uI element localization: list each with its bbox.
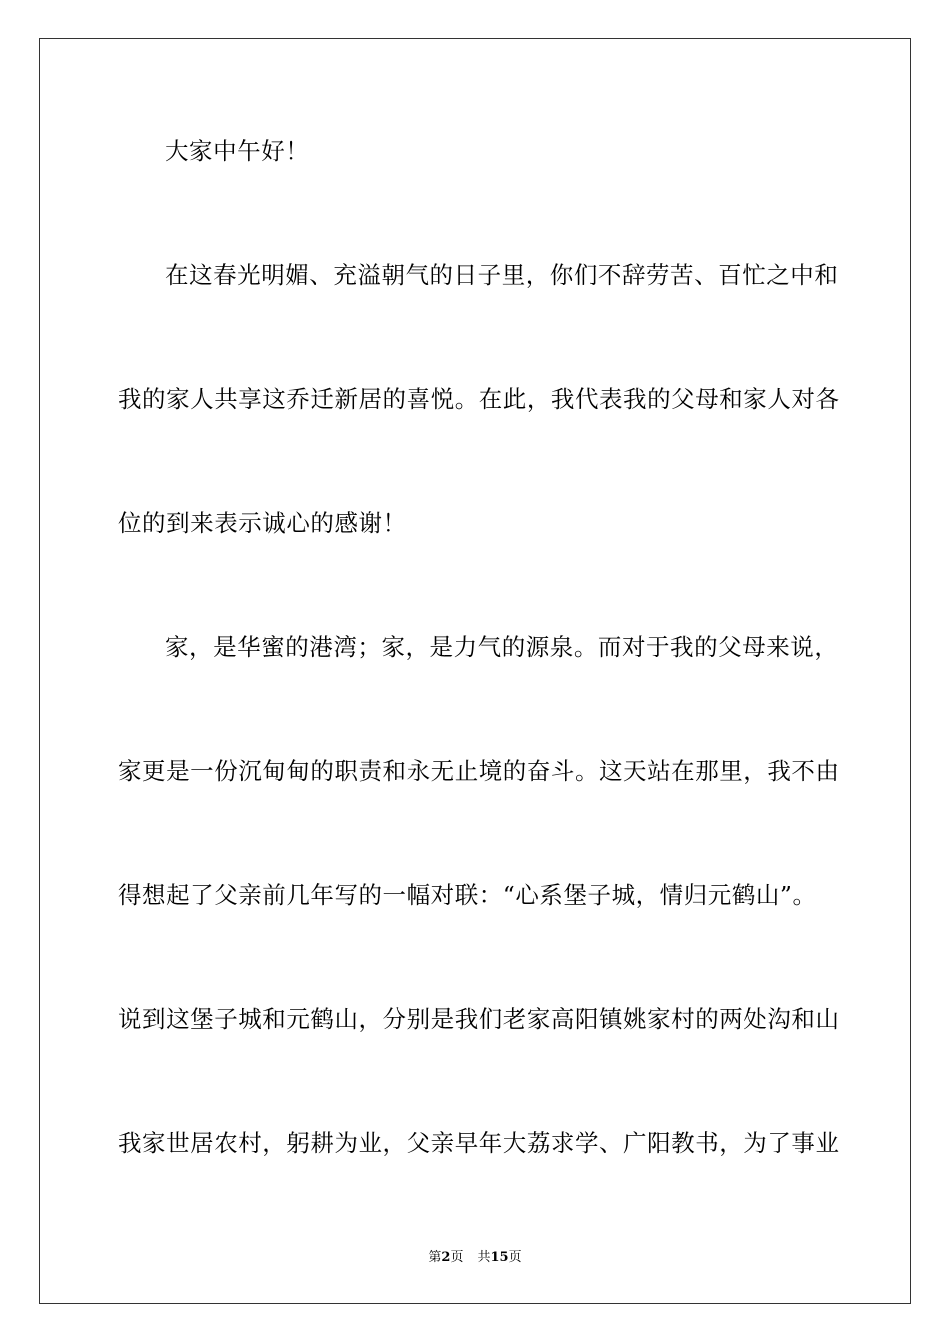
footer-page-prefix: 第: [428, 1250, 442, 1265]
paragraph-line-7: 得想起了父亲前几年写的一幅对联：“心系堡子城，情归元鹤山”。: [118, 881, 817, 909]
footer-total-suffix: 页: [508, 1250, 522, 1265]
footer-total-prefix: 共: [477, 1250, 491, 1265]
page-footer: [0, 1246, 950, 1265]
footer-page-number: 2: [441, 1250, 451, 1265]
paragraph-line-9: 我家世居农村，躬耕为业，父亲早年大荔求学、广阳教书，为了事业: [118, 1129, 840, 1157]
footer-page-suffix: 页: [450, 1250, 464, 1265]
footer-total-number: 15: [490, 1250, 509, 1265]
paragraph-line-2: 在这春光明媚、充溢朝气的日子里，你们不辞劳苦、百忙之中和: [165, 261, 839, 289]
paragraph-line-5: 家，是华蜜的港湾；家，是力气的源泉。而对于我的父母来说，: [165, 633, 839, 661]
paragraph-line-6: 家更是一份沉甸甸的职责和永无止境的奋斗。这天站在那里，我不由: [118, 757, 840, 785]
paragraph-line-3: 我的家人共享这乔迁新居的喜悦。在此，我代表我的父母和家人对各: [118, 385, 840, 413]
paragraph-line-4: 位的到来表示诚心的感谢！: [118, 509, 407, 537]
paragraph-line-1: 大家中午好！: [165, 137, 310, 165]
paragraph-line-8: 说到这堡子城和元鹤山，分别是我们老家高阳镇姚家村的两处沟和山: [118, 1005, 840, 1033]
page-border: [39, 38, 911, 1304]
